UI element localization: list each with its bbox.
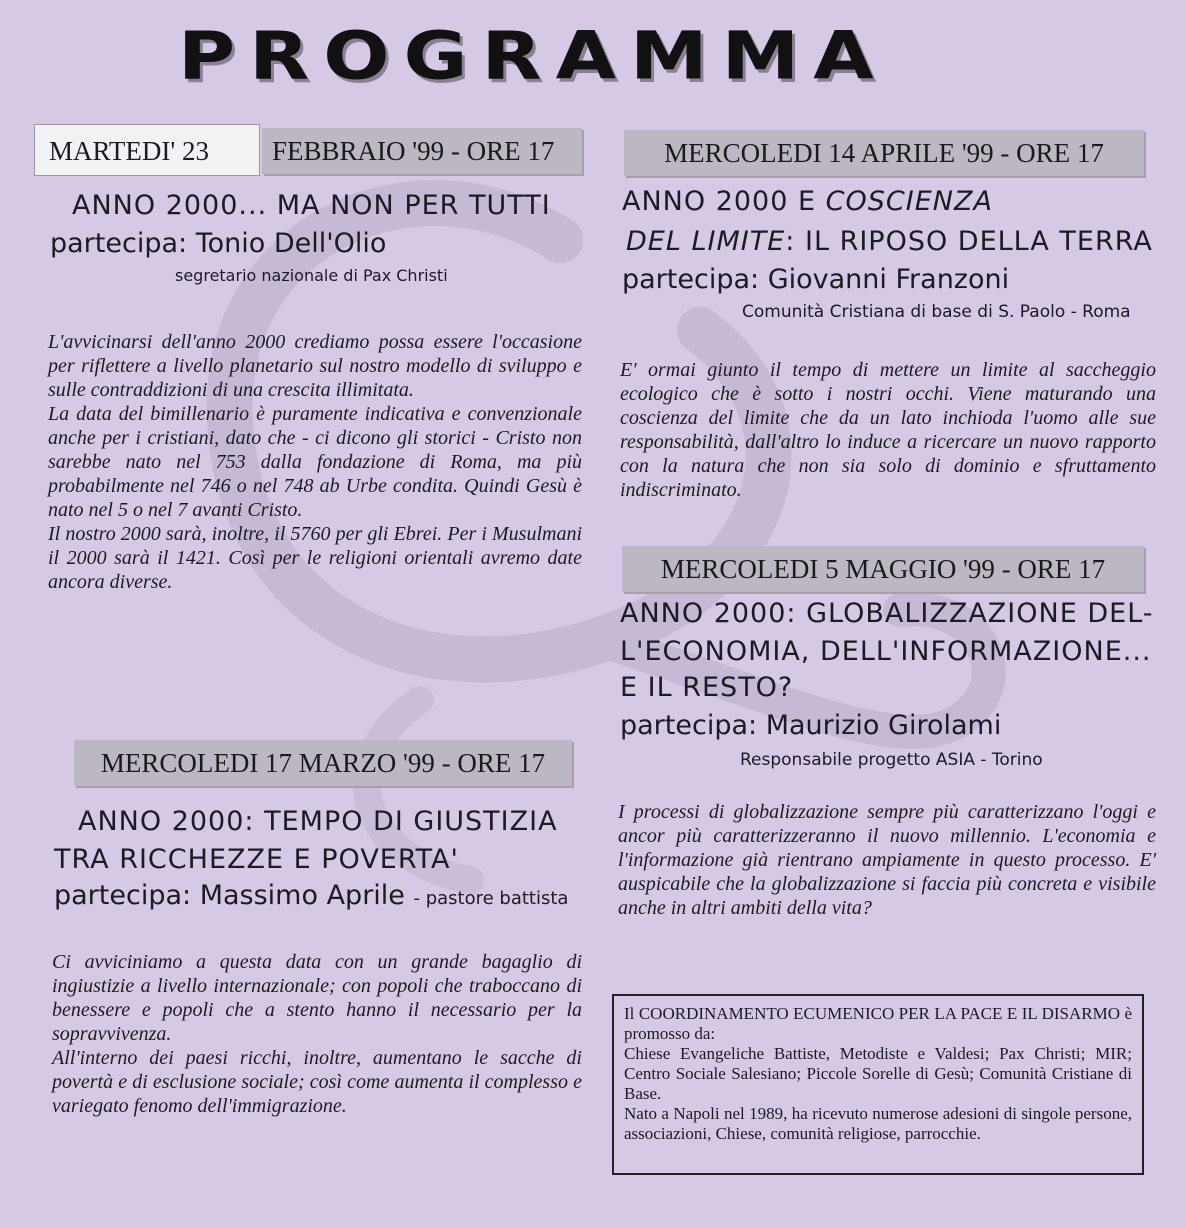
apr-headline-line1 bbox=[622, 186, 993, 217]
mar-speaker-prefix: partecipa: bbox=[54, 880, 192, 911]
feb-affiliation: segretario nazionale di Pax Christi bbox=[175, 266, 448, 285]
may-description bbox=[618, 800, 1156, 920]
feb-speaker-name: Tonio Dell'Olio bbox=[195, 228, 387, 259]
may-speaker bbox=[620, 710, 1001, 741]
apr-headline-line1-a: ANNO 2000 E bbox=[622, 186, 826, 217]
apr-headline-line2-a: DEL LIMITE bbox=[626, 226, 786, 257]
feb-paragraph-1: L'avvicinarsi dell'anno 2000 crediamo possa essere l'occasione per riflettere a livello planetario sul nostro modello di sviluppo e sulle contraddizioni di una crescita illimitata. bbox=[48, 331, 582, 401]
apr-headline-line2 bbox=[626, 226, 1153, 257]
mar-date-bar: MERCOLEDI 17 MARZO '99 - ORE 17 bbox=[74, 740, 572, 786]
feb-day-label: MARTEDI' 23 bbox=[34, 124, 260, 176]
apr-date-bar: MERCOLEDI 14 APRILE '99 - ORE 17 bbox=[624, 130, 1144, 176]
feb-speaker-prefix: partecipa: bbox=[50, 228, 188, 259]
info-box-intro: Il COORDINAMENTO ECUMENICO PER LA PACE E IL DISARMO è promosso da: bbox=[624, 1004, 1132, 1043]
may-speaker-prefix: partecipa: bbox=[620, 710, 758, 741]
apr-affiliation: Comunità Cristiana di base di S. Paolo - Roma bbox=[742, 302, 1131, 322]
feb-date-bar: FEBBRAIO '99 - ORE 17 bbox=[262, 128, 582, 174]
mar-affiliation: - pastore battista bbox=[413, 888, 569, 909]
feb-paragraph-3: Il nostro 2000 sarà, inoltre, il 5760 per gli Ebrei. Per i Musulmani il 2000 sarà il 1421. Così per le religioni orientali avremo date ancora diverse. bbox=[48, 523, 582, 593]
mar-description bbox=[52, 950, 582, 1118]
may-speaker-name: Maurizio Girolami bbox=[765, 710, 1002, 741]
may-date-bar: MERCOLEDI 5 MAGGIO '99 - ORE 17 bbox=[622, 546, 1144, 592]
mar-speaker bbox=[54, 880, 568, 911]
may-headline-line2: L'ECONOMIA, DELL'INFORMAZIONE... bbox=[620, 636, 1152, 667]
apr-paragraph-1: E' ormai giunto il tempo di mettere un limite al saccheggio ecologico che è sotto i nostri occhi. Viene maturando una coscienza del limite che da un lato inchioda l'uomo alle sue responsabilità, dall'altro lo induce a ricercare un nuovo rapporto con la natura che non sia solo di dominio e sfruttamento indiscriminato. bbox=[620, 359, 1156, 501]
apr-headline-line1-b: COSCIENZA bbox=[825, 186, 993, 217]
may-affiliation: Responsabile progetto ASIA - Torino bbox=[740, 750, 1043, 770]
feb-description bbox=[48, 330, 582, 594]
may-paragraph-1: I processi di globalizzazione sempre più caratterizzano l'oggi e ancor più caratterizzeranno il nuovo millennio. L'economia e l'informazione già rientrano ampiamente in questo processo. E' auspicabile che la globalizzazione si faccia più concreta e visibile anche in altri ambiti della vita? bbox=[618, 801, 1156, 919]
coordination-info-box bbox=[612, 994, 1144, 1175]
apr-speaker bbox=[622, 264, 1009, 295]
apr-speaker-name: Giovanni Franzoni bbox=[767, 264, 1010, 295]
info-box-members: Chiese Evangeliche Battiste, Metodiste e Valdesi; Pax Christi; MIR; Centro Sociale Salesiano; Piccole Sorelle di Gesù; Comunità Cristiane di Base. bbox=[624, 1044, 1132, 1103]
apr-headline-line2-b: : IL RIPOSO DELLA TERRA bbox=[785, 226, 1153, 257]
mar-paragraph-1: Ci avviciniamo a questa data con un grande bagaglio di ingiustizie a livello internazionale; con popoli che traboccano di benessere e popoli che a stento hanno il necessario per la sopravvivenza. bbox=[52, 951, 582, 1045]
mar-paragraph-2: All'interno dei paesi ricchi, inoltre, aumentano le sacche di povertà e di esclusione sociale; così come aumenta il complesso e variegato fenomo dell'immigrazione. bbox=[52, 1047, 582, 1117]
mar-speaker-name: Massimo Aprile bbox=[199, 880, 405, 911]
feb-speaker bbox=[50, 228, 386, 259]
feb-headline: ANNO 2000... MA NON PER TUTTI bbox=[72, 190, 551, 221]
feb-paragraph-2: La data del bimillenario è puramente indicativa e convenzionale anche per i cristiani, dato che - ci dicono gli storici - Cristo non sarebbe nato nel 753 dalla fondazione di Roma, ma più probabilmente nel 746 o nel 748 ab Urbe condita. Quindi Gesù è nato nel 5 o nel 7 avanti Cristo. bbox=[48, 403, 582, 521]
may-headline-line3: E IL RESTO? bbox=[620, 672, 794, 703]
mar-headline-line1: ANNO 2000: TEMPO DI GIUSTIZIA bbox=[78, 806, 558, 837]
page-title: PROGRAMMA bbox=[178, 18, 888, 95]
apr-speaker-prefix: partecipa: bbox=[622, 264, 760, 295]
may-headline-line1: ANNO 2000: GLOBALIZZAZIONE DEL- bbox=[620, 598, 1154, 629]
info-box-founded: Nato a Napoli nel 1989, ha ricevuto numerose adesioni di singole persone, associazioni, Chiese, comunità religiose, parrocchie. bbox=[624, 1104, 1132, 1143]
apr-description bbox=[620, 358, 1156, 502]
mar-headline-line2: TRA RICCHEZZE E POVERTA' bbox=[54, 844, 459, 875]
